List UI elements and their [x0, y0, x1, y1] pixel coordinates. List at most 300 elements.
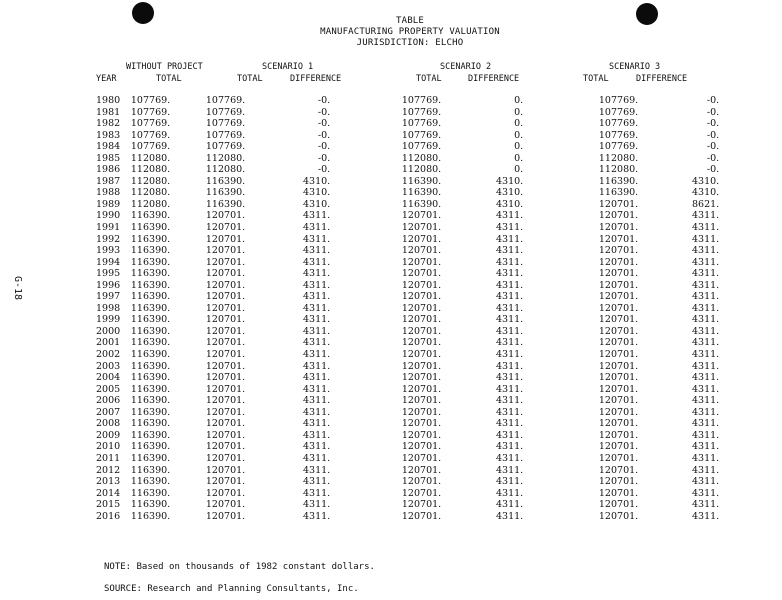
scenario-2-difference-cell: 4311.: [495, 499, 524, 511]
scenario-2-total-cell: 120701.: [401, 291, 442, 303]
scenario-3-difference-cell: 4311.: [691, 499, 720, 511]
table-row: [96, 234, 719, 246]
scenario-3-difference-cell: -0.: [706, 164, 720, 176]
table-row: [96, 130, 719, 142]
year-cell: 1990: [96, 210, 121, 222]
scenario-2-difference-cell: 4311.: [495, 441, 524, 453]
scenario-1-difference-cell: 4311.: [302, 406, 331, 418]
year-cell: 2016: [96, 510, 121, 522]
table-row: [96, 453, 719, 465]
scenario-3-difference-cell: 4310.: [691, 187, 720, 199]
scenario-3-difference-cell: 4311.: [691, 476, 720, 488]
scenario-2-difference-cell: 0.: [514, 118, 524, 130]
scenario-1-total-cell: 120701.: [205, 314, 246, 326]
scenario-2-difference-cell: 0.: [514, 106, 524, 118]
without-project-total-cell: 116390.: [130, 452, 171, 464]
scenario-1-difference-cell: 4311.: [302, 245, 331, 257]
scenario-2-total-cell: 120701.: [401, 406, 442, 418]
scenario-2-total-cell: 120701.: [401, 360, 442, 372]
header-scenario-2: SCENARIO 2: [440, 62, 492, 72]
without-project-total-cell: 116390.: [130, 406, 171, 418]
scenario-1-difference-cell: 4311.: [302, 464, 331, 476]
scenario-2-difference-cell: 4311.: [495, 279, 524, 291]
scenario-3-total-cell: 112080.: [598, 164, 639, 176]
scenario-3-total-cell: 120701.: [598, 395, 639, 407]
scenario-2-total-cell: 120701.: [401, 418, 442, 430]
scenario-2-total-cell: 120701.: [401, 476, 442, 488]
scenario-1-difference-cell: 4311.: [302, 418, 331, 430]
scenario-3-total-cell: 120701.: [598, 510, 639, 522]
table-row: [96, 441, 719, 453]
scenario-2-difference-cell: 4311.: [495, 395, 524, 407]
without-project-total-cell: 116390.: [130, 222, 171, 234]
scenario-1-total-cell: 120701.: [205, 510, 246, 522]
scenario-1-difference-cell: 4311.: [302, 429, 331, 441]
scenario-3-total-cell: 120701.: [598, 325, 639, 337]
year-cell: 2001: [96, 337, 121, 349]
scenario-2-difference-cell: 4311.: [495, 233, 524, 245]
scenario-1-difference-cell: -0.: [317, 164, 331, 176]
table-row: [96, 337, 719, 349]
scenario-1-difference-cell: -0.: [317, 129, 331, 141]
scenario-2-total-cell: 120701.: [401, 279, 442, 291]
scenario-3-difference-cell: -0.: [706, 95, 720, 106]
side-page-number: G-18: [12, 276, 23, 301]
scenario-2-difference-cell: 4311.: [495, 418, 524, 430]
scenario-3-difference-cell: 4311.: [691, 279, 720, 291]
header-s1-difference: DIFFERENCE: [290, 74, 342, 84]
scenario-3-total-cell: 120701.: [598, 210, 639, 222]
without-project-total-cell: 112080.: [130, 175, 171, 187]
scenario-3-difference-cell: 4311.: [691, 337, 720, 349]
without-project-total-cell: 112080.: [130, 152, 171, 164]
year-cell: 2011: [96, 452, 121, 464]
scenario-2-total-cell: 120701.: [401, 372, 442, 384]
scenario-1-difference-cell: 4310.: [302, 198, 331, 210]
without-project-total-cell: 107769.: [130, 118, 171, 130]
scenario-1-difference-cell: 4311.: [302, 452, 331, 464]
without-project-total-cell: 116390.: [130, 441, 171, 453]
scenario-3-total-cell: 120701.: [598, 429, 639, 441]
year-cell: 2006: [96, 395, 121, 407]
scenario-3-total-cell: 120701.: [598, 452, 639, 464]
scenario-1-total-cell: 112080.: [205, 152, 246, 164]
scenario-1-total-cell: 116390.: [205, 198, 246, 210]
valuation-table: [96, 95, 719, 522]
scenario-3-difference-cell: 4311.: [691, 452, 720, 464]
table-row: [96, 372, 719, 384]
scenario-3-total-cell: 120701.: [598, 222, 639, 234]
scenario-1-difference-cell: 4311.: [302, 476, 331, 488]
scenario-2-difference-cell: 4311.: [495, 325, 524, 337]
scenario-1-total-cell: 120701.: [205, 452, 246, 464]
year-cell: 2005: [96, 383, 121, 395]
scenario-3-total-cell: 107769.: [598, 118, 639, 130]
header-year: YEAR: [96, 74, 117, 84]
scenario-1-difference-cell: 4311.: [302, 256, 331, 268]
punch-hole-left: [132, 2, 154, 24]
scenario-1-difference-cell: 4311.: [302, 268, 331, 280]
scenario-2-difference-cell: 4310.: [495, 198, 524, 210]
table-row: [96, 430, 719, 442]
without-project-total-cell: 112080.: [130, 187, 171, 199]
scenario-3-difference-cell: 4311.: [691, 233, 720, 245]
scenario-3-difference-cell: 4311.: [691, 464, 720, 476]
table-row: [96, 499, 719, 511]
year-cell: 1981: [96, 106, 121, 118]
scenario-3-difference-cell: 4311.: [691, 510, 720, 522]
header-s2-total: TOTAL: [416, 74, 442, 84]
scenario-2-total-cell: 120701.: [401, 233, 442, 245]
scenario-3-difference-cell: 4311.: [691, 441, 720, 453]
scenario-1-total-cell: 120701.: [205, 441, 246, 453]
scenario-2-difference-cell: 4311.: [495, 383, 524, 395]
table-row: [96, 349, 719, 361]
scenario-3-total-cell: 116390.: [598, 187, 639, 199]
scenario-3-difference-cell: 4310.: [691, 175, 720, 187]
scenario-3-total-cell: 120701.: [598, 464, 639, 476]
table-row: [96, 199, 719, 211]
table-title-block: [260, 16, 560, 49]
year-cell: 1992: [96, 233, 121, 245]
scenario-3-total-cell: 120701.: [598, 233, 639, 245]
without-project-total-cell: 116390.: [130, 279, 171, 291]
scenario-1-total-cell: 112080.: [205, 164, 246, 176]
table-row: [96, 488, 719, 500]
scenario-1-difference-cell: 4310.: [302, 175, 331, 187]
scenario-3-total-cell: 120701.: [598, 268, 639, 280]
scenario-1-total-cell: 120701.: [205, 418, 246, 430]
scenario-1-difference-cell: 4311.: [302, 349, 331, 361]
year-cell: 1982: [96, 118, 121, 130]
scenario-3-total-cell: 112080.: [598, 152, 639, 164]
scenario-2-difference-cell: 4310.: [495, 175, 524, 187]
scenario-2-total-cell: 120701.: [401, 210, 442, 222]
scenario-2-difference-cell: 4311.: [495, 406, 524, 418]
without-project-total-cell: 116390.: [130, 499, 171, 511]
scenario-2-total-cell: 107769.: [401, 95, 442, 106]
table-row: [96, 476, 719, 488]
scenario-2-total-cell: 120701.: [401, 302, 442, 314]
scenario-1-difference-cell: 4311.: [302, 302, 331, 314]
scenario-2-difference-cell: 4311.: [495, 245, 524, 257]
scenario-2-difference-cell: 4311.: [495, 291, 524, 303]
without-project-total-cell: 107769.: [130, 106, 171, 118]
scenario-1-difference-cell: 4311.: [302, 325, 331, 337]
scenario-1-difference-cell: 4310.: [302, 187, 331, 199]
year-cell: 1986: [96, 164, 121, 176]
scenario-1-total-cell: 120701.: [205, 406, 246, 418]
table-row: [96, 222, 719, 234]
scenario-2-difference-cell: 4311.: [495, 314, 524, 326]
scenario-3-difference-cell: 4311.: [691, 291, 720, 303]
year-cell: 1997: [96, 291, 121, 303]
scenario-2-total-cell: 112080.: [401, 164, 442, 176]
header-s2-difference: DIFFERENCE: [468, 74, 520, 84]
table-row: [96, 314, 719, 326]
scenario-1-difference-cell: -0.: [317, 95, 331, 106]
scenario-3-difference-cell: 4311.: [691, 245, 720, 257]
scenario-3-total-cell: 107769.: [598, 141, 639, 153]
scenario-3-total-cell: 120701.: [598, 476, 639, 488]
scenario-3-difference-cell: -0.: [706, 141, 720, 153]
scenario-1-total-cell: 120701.: [205, 222, 246, 234]
scenario-3-difference-cell: 4311.: [691, 406, 720, 418]
table-row: [96, 210, 719, 222]
year-cell: 1996: [96, 279, 121, 291]
table-row: [96, 303, 719, 315]
scenario-3-difference-cell: -0.: [706, 106, 720, 118]
scenario-2-difference-cell: 4311.: [495, 487, 524, 499]
scenario-2-difference-cell: 0.: [514, 129, 524, 141]
year-cell: 2003: [96, 360, 121, 372]
table-row: [96, 245, 719, 257]
scenario-2-difference-cell: 4311.: [495, 452, 524, 464]
header-scenario-3: SCENARIO 3: [609, 62, 661, 72]
scenario-1-total-cell: 107769.: [205, 141, 246, 153]
year-cell: 1985: [96, 152, 121, 164]
scenario-1-total-cell: 120701.: [205, 383, 246, 395]
scenario-2-total-cell: 116390.: [401, 187, 442, 199]
header-without-project: WITHOUT PROJECT: [126, 62, 203, 72]
header-without-total: TOTAL: [156, 74, 182, 84]
scenario-3-total-cell: 120701.: [598, 302, 639, 314]
table-row: [96, 407, 719, 419]
without-project-total-cell: 116390.: [130, 383, 171, 395]
without-project-total-cell: 116390.: [130, 337, 171, 349]
table-row: [96, 291, 719, 303]
scenario-2-total-cell: 120701.: [401, 464, 442, 476]
without-project-total-cell: 116390.: [130, 325, 171, 337]
scenario-2-total-cell: 120701.: [401, 510, 442, 522]
scenario-2-difference-cell: 4311.: [495, 476, 524, 488]
scenario-3-total-cell: 120701.: [598, 499, 639, 511]
scenario-2-total-cell: 120701.: [401, 245, 442, 257]
year-cell: 1984: [96, 141, 121, 153]
scenario-1-total-cell: 120701.: [205, 256, 246, 268]
table-row: [96, 280, 719, 292]
table-row: [96, 141, 719, 153]
scenario-3-difference-cell: 4311.: [691, 256, 720, 268]
scenario-2-total-cell: 120701.: [401, 383, 442, 395]
year-cell: 1993: [96, 245, 121, 257]
jurisdiction-label: JURISDICTION: ELCHO: [356, 38, 464, 48]
scenario-2-total-cell: 120701.: [401, 325, 442, 337]
scenario-2-difference-cell: 4311.: [495, 510, 524, 522]
scenario-2-total-cell: 107769.: [401, 106, 442, 118]
scenario-3-difference-cell: 4311.: [691, 487, 720, 499]
scenario-1-total-cell: 120701.: [205, 279, 246, 291]
scenario-2-total-cell: 116390.: [401, 175, 442, 187]
scenario-1-total-cell: 107769.: [205, 129, 246, 141]
scenario-1-difference-cell: 4311.: [302, 210, 331, 222]
table-row: [96, 511, 719, 523]
table-subtitle: MANUFACTURING PROPERTY VALUATION: [320, 27, 500, 37]
scenario-3-difference-cell: 4311.: [691, 268, 720, 280]
scenario-2-total-cell: 120701.: [401, 487, 442, 499]
scenario-1-difference-cell: 4311.: [302, 314, 331, 326]
scenario-1-difference-cell: 4311.: [302, 222, 331, 234]
scenario-3-total-cell: 120701.: [598, 383, 639, 395]
scenario-1-total-cell: 107769.: [205, 118, 246, 130]
year-cell: 1998: [96, 302, 121, 314]
scenario-2-total-cell: 112080.: [401, 152, 442, 164]
source-text: SOURCE: Research and Planning Consultants, Inc.: [104, 584, 359, 594]
year-cell: 1988: [96, 187, 121, 199]
table-row: [96, 361, 719, 373]
header-s1-total: TOTAL: [237, 74, 263, 84]
scenario-2-difference-cell: 4311.: [495, 360, 524, 372]
scenario-2-total-cell: 116390.: [401, 198, 442, 210]
scenario-2-total-cell: 120701.: [401, 395, 442, 407]
scenario-2-difference-cell: 0.: [514, 141, 524, 153]
scenario-1-total-cell: 120701.: [205, 360, 246, 372]
scenario-1-total-cell: 107769.: [205, 95, 246, 106]
without-project-total-cell: 116390.: [130, 245, 171, 257]
scenario-3-total-cell: 107769.: [598, 129, 639, 141]
table-row: [96, 153, 719, 165]
scenario-1-total-cell: 120701.: [205, 464, 246, 476]
scenario-1-total-cell: 120701.: [205, 291, 246, 303]
table-row: [96, 164, 719, 176]
scenario-3-total-cell: 120701.: [598, 337, 639, 349]
scenario-1-difference-cell: 4311.: [302, 487, 331, 499]
without-project-total-cell: 116390.: [130, 314, 171, 326]
year-cell: 2009: [96, 429, 121, 441]
header-scenario-1: SCENARIO 1: [262, 62, 314, 72]
scenario-3-total-cell: 120701.: [598, 349, 639, 361]
scenario-2-total-cell: 120701.: [401, 452, 442, 464]
without-project-total-cell: 107769.: [130, 95, 171, 106]
scenario-2-difference-cell: 4311.: [495, 464, 524, 476]
scenario-1-total-cell: 116390.: [205, 175, 246, 187]
year-cell: 2002: [96, 349, 121, 361]
year-cell: 1980: [96, 95, 121, 106]
scenario-2-difference-cell: 0.: [514, 95, 524, 106]
scenario-2-total-cell: 107769.: [401, 118, 442, 130]
scenario-1-total-cell: 120701.: [205, 268, 246, 280]
scenario-1-difference-cell: -0.: [317, 106, 331, 118]
table-row: [96, 395, 719, 407]
scenario-3-difference-cell: 8621.: [691, 198, 720, 210]
without-project-total-cell: 112080.: [130, 198, 171, 210]
scenario-1-difference-cell: -0.: [317, 118, 331, 130]
scenario-1-difference-cell: 4311.: [302, 372, 331, 384]
scenario-3-difference-cell: 4311.: [691, 429, 720, 441]
year-cell: 2004: [96, 372, 121, 384]
scenario-2-total-cell: 120701.: [401, 499, 442, 511]
scenario-2-difference-cell: 0.: [514, 152, 524, 164]
table-row: [96, 187, 719, 199]
scenario-1-total-cell: 120701.: [205, 337, 246, 349]
scenario-3-difference-cell: 4311.: [691, 360, 720, 372]
scenario-3-total-cell: 120701.: [598, 279, 639, 291]
year-cell: 1991: [96, 222, 121, 234]
scenario-2-total-cell: 120701.: [401, 337, 442, 349]
without-project-total-cell: 116390.: [130, 395, 171, 407]
scenario-1-difference-cell: -0.: [317, 141, 331, 153]
scenario-1-difference-cell: 4311.: [302, 383, 331, 395]
without-project-total-cell: 116390.: [130, 464, 171, 476]
scenario-3-total-cell: 120701.: [598, 487, 639, 499]
without-project-total-cell: 116390.: [130, 476, 171, 488]
table-title: TABLE: [395, 16, 425, 26]
table-row: [96, 257, 719, 269]
scenario-1-difference-cell: -0.: [317, 152, 331, 164]
year-cell: 1994: [96, 256, 121, 268]
scenario-1-total-cell: 120701.: [205, 395, 246, 407]
without-project-total-cell: 116390.: [130, 291, 171, 303]
table-row: [96, 384, 719, 396]
without-project-total-cell: 107769.: [130, 141, 171, 153]
scenario-2-difference-cell: 4311.: [495, 429, 524, 441]
header-s3-total: TOTAL: [583, 74, 609, 84]
scenario-2-difference-cell: 4311.: [495, 268, 524, 280]
scenario-3-difference-cell: 4311.: [691, 314, 720, 326]
scenario-3-total-cell: 120701.: [598, 418, 639, 430]
scenario-2-total-cell: 120701.: [401, 222, 442, 234]
without-project-total-cell: 116390.: [130, 210, 171, 222]
without-project-total-cell: 116390.: [130, 360, 171, 372]
scenario-3-difference-cell: 4311.: [691, 395, 720, 407]
scenario-2-total-cell: 120701.: [401, 349, 442, 361]
scenario-3-difference-cell: 4311.: [691, 383, 720, 395]
scenario-2-total-cell: 120701.: [401, 268, 442, 280]
scenario-1-total-cell: 116390.: [205, 187, 246, 199]
scenario-3-total-cell: 120701.: [598, 245, 639, 257]
without-project-total-cell: 116390.: [130, 233, 171, 245]
scenario-1-difference-cell: 4311.: [302, 291, 331, 303]
scenario-1-total-cell: 120701.: [205, 245, 246, 257]
without-project-total-cell: 116390.: [130, 418, 171, 430]
scenario-1-total-cell: 120701.: [205, 349, 246, 361]
year-cell: 2007: [96, 406, 121, 418]
scenario-3-total-cell: 107769.: [598, 106, 639, 118]
scenario-2-difference-cell: 4311.: [495, 337, 524, 349]
table-row: [96, 465, 719, 477]
scenario-1-difference-cell: 4311.: [302, 279, 331, 291]
year-cell: 2015: [96, 499, 121, 511]
scenario-3-total-cell: 120701.: [598, 360, 639, 372]
scenario-1-difference-cell: 4311.: [302, 337, 331, 349]
scenario-1-total-cell: 120701.: [205, 302, 246, 314]
without-project-total-cell: 116390.: [130, 268, 171, 280]
year-cell: 1989: [96, 198, 121, 210]
table-row: [96, 107, 719, 119]
valuation-table-body: [96, 95, 719, 522]
scenario-3-total-cell: 120701.: [598, 406, 639, 418]
scenario-1-total-cell: 120701.: [205, 372, 246, 384]
table-row: [96, 176, 719, 188]
year-cell: 2010: [96, 441, 121, 453]
punch-hole-right: [636, 3, 658, 25]
scenario-3-difference-cell: 4311.: [691, 372, 720, 384]
table-row: [96, 118, 719, 130]
without-project-total-cell: 116390.: [130, 429, 171, 441]
scenario-2-difference-cell: 4311.: [495, 256, 524, 268]
scenario-3-total-cell: 116390.: [598, 175, 639, 187]
scenario-1-difference-cell: 4311.: [302, 233, 331, 245]
scenario-2-difference-cell: 4311.: [495, 302, 524, 314]
scenario-1-total-cell: 120701.: [205, 210, 246, 222]
scenario-3-total-cell: 107769.: [598, 95, 639, 106]
scenario-3-difference-cell: -0.: [706, 118, 720, 130]
scenario-2-total-cell: 120701.: [401, 256, 442, 268]
scenario-1-total-cell: 120701.: [205, 429, 246, 441]
scenario-2-difference-cell: 4311.: [495, 222, 524, 234]
note-text: NOTE: Based on thousands of 1982 constant dollars.: [104, 562, 375, 572]
table-row: [96, 268, 719, 280]
